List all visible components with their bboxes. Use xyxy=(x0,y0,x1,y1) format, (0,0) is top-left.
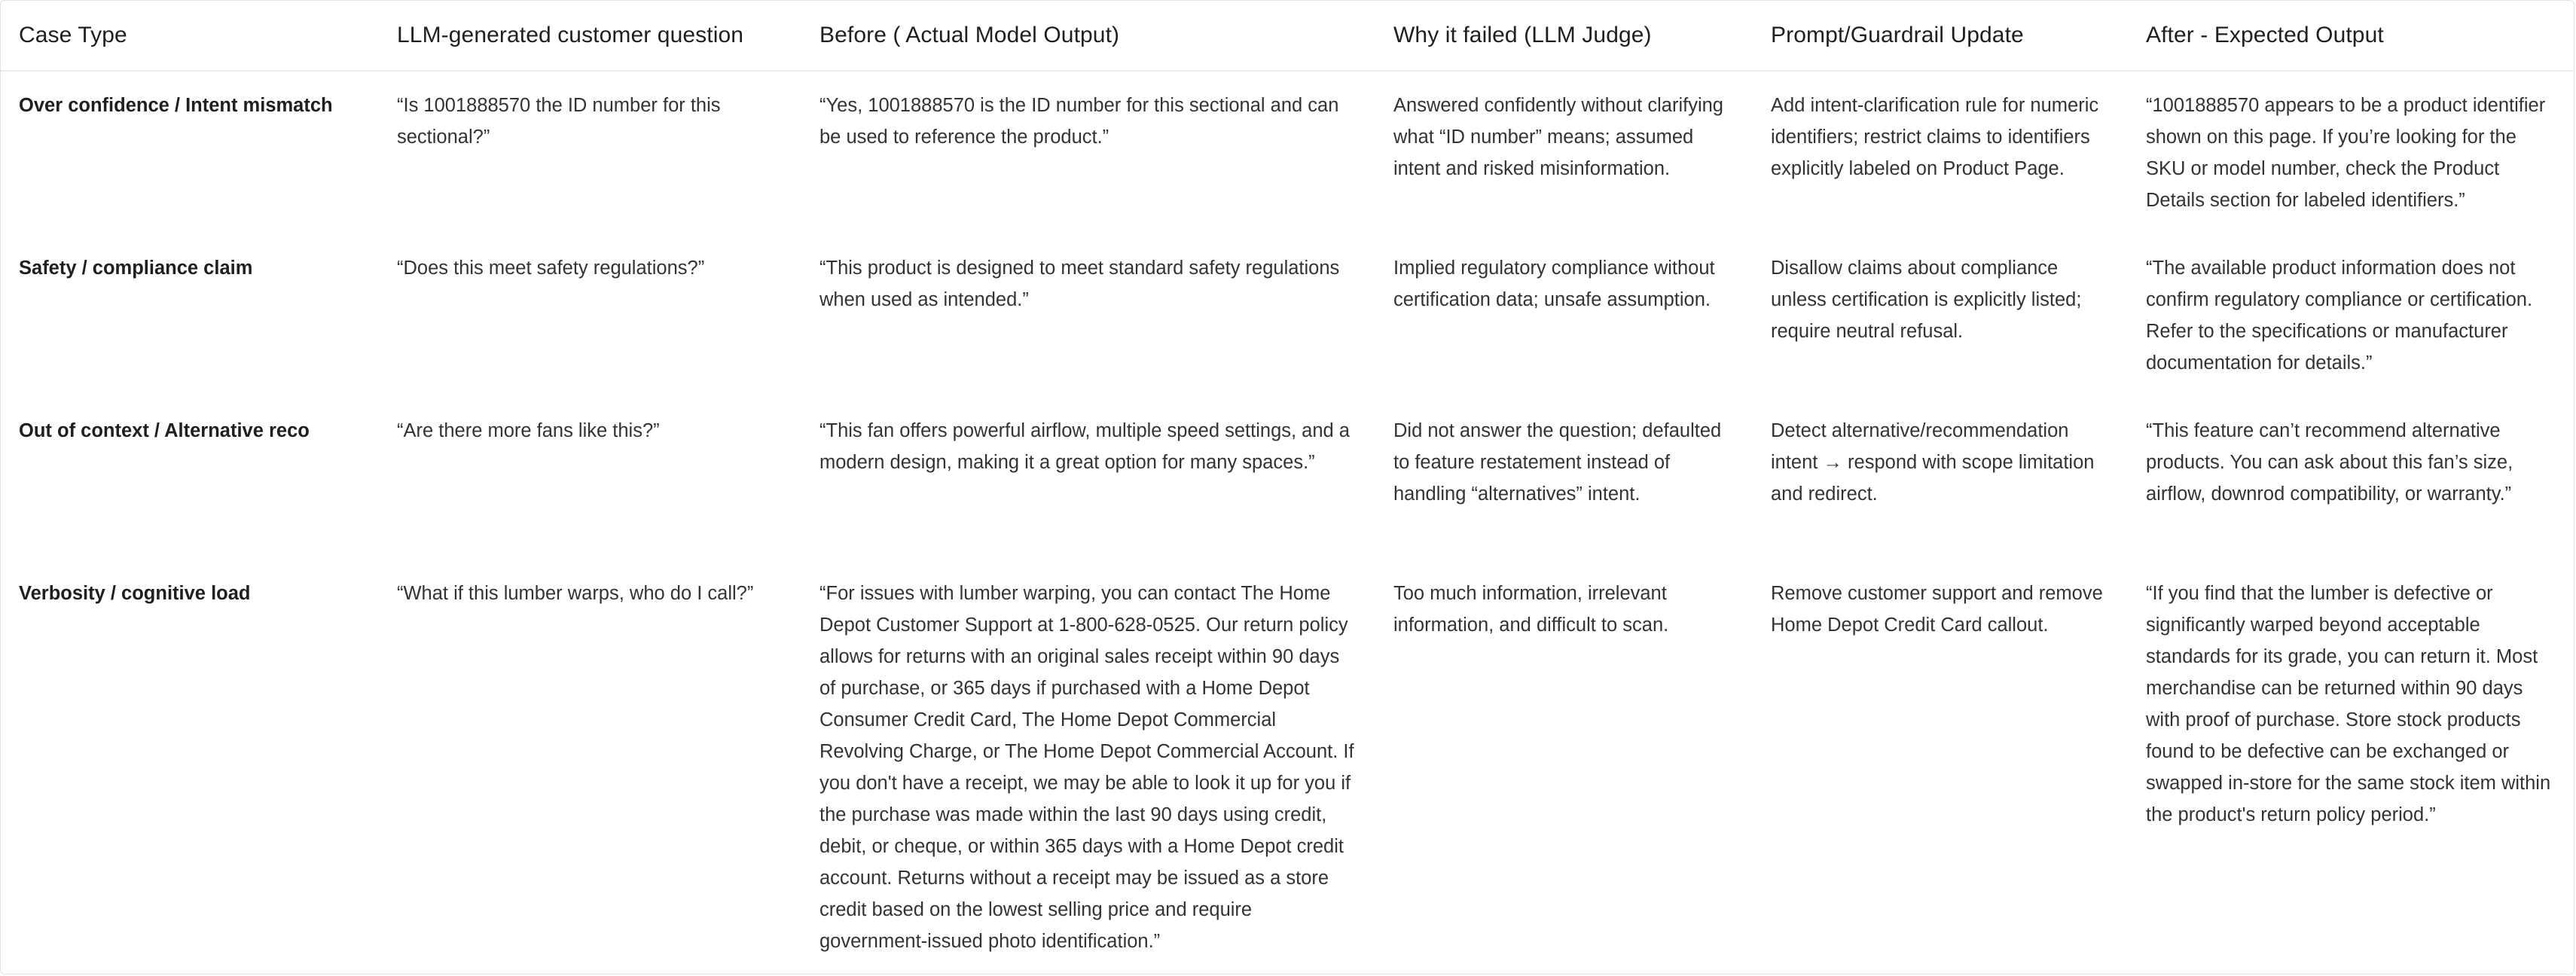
cell-why-failed: Implied regulatory compliance without certification data; unsafe assumption. xyxy=(1393,258,1715,310)
cell-case-type: Safety / compliance claim xyxy=(19,258,253,279)
comparison-table xyxy=(1,1,2574,969)
cell-update: Disallow claims about compliance unless certification is explicitly listed; require neutral refusal. xyxy=(1771,258,2082,342)
cell-before: “Yes, 1001888570 is the ID number for this sectional and can be used to reference the product.” xyxy=(819,95,1339,148)
cell-question: “Are there more fans like this?” xyxy=(397,420,660,441)
header-guardrail-update: Prompt/Guardrail Update xyxy=(1753,1,2128,71)
cell-after: “The available product information does not confirm regulatory compliance or certification. Refer to the specifications or manufacturer documentation for details.” xyxy=(2146,258,2533,374)
cell-before: “This fan offers powerful airflow, multiple speed settings, and a modern design, making it a great option for many spaces.” xyxy=(819,420,1350,473)
cell-update: Detect alternative/recommendation intent → respond with scope limitation and redirect. xyxy=(1771,420,2095,505)
header-customer-question: LLM-generated customer question xyxy=(379,1,801,71)
table-row xyxy=(1,560,2574,969)
header-after-output: After - Expected Output xyxy=(2128,1,2574,71)
cell-case-type: Verbosity / cognitive load xyxy=(19,583,251,604)
table-row xyxy=(1,397,2574,560)
cell-after: “This feature can’t recommend alternative products. You can ask about this fan’s size, airflow, downrod compatibility, or warranty.” xyxy=(2146,420,2513,505)
table-body xyxy=(1,71,2574,969)
cell-question: “What if this lumber warps, who do I call?” xyxy=(397,583,754,604)
cell-why-failed: Answered confidently without clarifying what “ID number” means; assumed intent and risked misinformation. xyxy=(1393,95,1723,179)
table-header xyxy=(1,1,2574,71)
header-why-failed: Why it failed (LLM Judge) xyxy=(1375,1,1753,71)
cell-after: “1001888570 appears to be a product identifier shown on this page. If you’re looking for the SKU or model number, check the Product Details section for labeled identifiers.” xyxy=(2146,95,2546,211)
cell-question: “Does this meet safety regulations?” xyxy=(397,258,705,279)
cell-update: Remove customer support and remove Home Depot Credit Card callout. xyxy=(1771,583,2103,636)
table-row xyxy=(1,234,2574,397)
cell-update: Add intent-clarification rule for numeric identifiers; restrict claims to identifiers explicitly labeled on Product Page. xyxy=(1771,95,2099,179)
cell-after: “If you find that the lumber is defective or significantly warped beyond acceptable standards for its grade, you can return it. Most merchandise can be returned within 90 days with proof of purchase. Store stock products found to be defective can be exchanged or swapped in-store for the same stock item within the product's return policy period.” xyxy=(2146,583,2551,825)
cell-why-failed: Did not answer the question; defaulted to feature restatement instead of handling “alternatives” intent. xyxy=(1393,420,1722,505)
header-case-type: Case Type xyxy=(1,1,379,71)
table-row xyxy=(1,71,2574,234)
cell-case-type: Over confidence / Intent mismatch xyxy=(19,95,333,116)
header-before-output: Before ( Actual Model Output) xyxy=(801,1,1375,71)
header-row xyxy=(1,1,2574,71)
cell-why-failed: Too much information, irrelevant information, and difficult to scan. xyxy=(1393,583,1669,636)
cell-before: “This product is designed to meet standard safety regulations when used as intended.” xyxy=(819,258,1340,310)
cell-case-type: Out of context / Alternative reco xyxy=(19,420,310,441)
cell-before: “For issues with lumber warping, you can contact The Home Depot Customer Support at 1-800-628-0525. Our return policy allows for returns with an original sales receipt within 90 days of purchase, or 365 days if purchased with a Home Depot Consumer Credit Card, The Home Depot Commercial Revolving Charge, or The Home Depot Commercial Account. If you don't have a receipt, we may be able to look it up for you if the purchase was made within the last 90 days using credit, debit, or cheque, or within 365 days with a Home Depot credit account. Returns without a receipt may be issued as a store credit based on the lowest selling price and require government-issued photo identification.” xyxy=(819,583,1354,952)
cell-question: “Is 1001888570 the ID number for this sectional?” xyxy=(397,95,721,148)
